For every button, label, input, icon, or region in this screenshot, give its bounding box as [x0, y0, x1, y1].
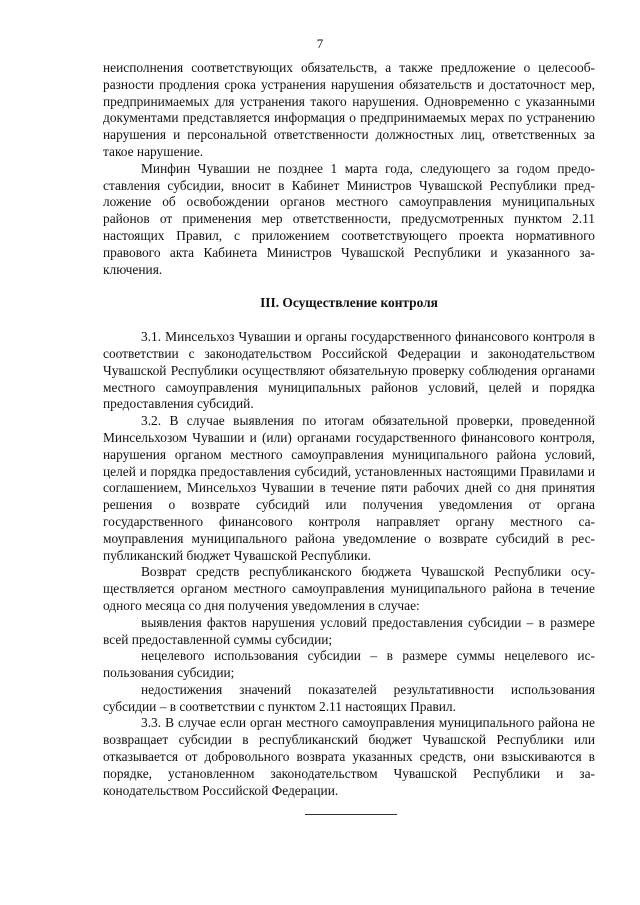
paragraph-minfin-proposal: Минфин Чувашии не позднее 1 марта года, следующего за годом предоставления субсидии, вносит в Кабинет Министров Чувашской Республики предложение об освобождении органов местного самоуправления муниципальных районов от применения мер ответственности, предусмотренных пунктом 2.11 настоящих Правил, с приложением соответствующего проекта нормативного правового акта Кабинета Министров Чувашской Республики и указанного заключения. [103, 160, 595, 277]
page-number: 7 [316, 36, 324, 51]
document-body [103, 60, 595, 799]
paragraph-case-misuse: нецелевого использования субсидии – в размере суммы нецелевого использования субсидии; [103, 648, 595, 681]
paragraph-3-1: 3.1. Минсельхоз Чувашии и органы государственного финансового контроля в соответствии с законодательством Российской Федерации и законодательством Чувашской Республики осуществляют обязательную проверку соблюдения органами местного самоуправления муниципальных районов условий, целей и порядка предоставления субсидий. [103, 329, 595, 412]
closing-divider [305, 814, 397, 815]
paragraph-3-2: 3.2. В случае выявления по итогам обязательной проверки, проведенной Минсельхозом Чувашии и (или) органами государственного финансового контроля, нарушения органом местного самоуправления муниципального района условий, целей и порядка предоставления субсидий, установленных настоящими Правилами и соглашением, Минсельхоз Чувашии в течение пяти рабочих дней со дня принятия решения о возврате субсидий или получения уведомления от органа государственного финансового контроля направляет органу местного самоуправления муниципального района уведомление о возврате субсидий в республиканский бюджет Чувашской Республики. [103, 413, 595, 563]
section-heading: III. Осуществление контроля [260, 295, 438, 311]
paragraph-3-3: 3.3. В случае если орган местного самоуправления муниципального района не возвращает субсидии в республиканский бюджет Чувашской Республики или отказывается от добровольного возврата указанных средств, они взыскиваются в порядке, установленном законодательством Чувашской Республики и законодательством Российской Федерации. [103, 715, 595, 798]
paragraph-case-violation: выявления фактов нарушения условий предоставления субсидии – в размере всей предоставленной суммы субсидии; [103, 614, 595, 647]
paragraph-case-indicators: недостижения значений показателей результативности использования субсидии – в соответствии с пунктом 2.11 настоящих Правил. [103, 681, 595, 714]
paragraph-refund: Возврат средств республиканского бюджета Чувашской Республики осуществляется органом местного самоуправления муниципального района в течение одного месяца со дня получения уведомления в случае: [103, 564, 595, 613]
paragraph-continuation: неисполнения соответствующих обязательств, а также предложение о целесообразности продления срока устранения нарушения обязательств и достаточност мер, предпринимаемых для устранения такого нарушения. Одновременно с указанными документами представляется информация о предпринимаемых мерах по устранению нарушения и персональной ответственности должностных лиц, ответственных за такое нарушение. [103, 60, 595, 159]
